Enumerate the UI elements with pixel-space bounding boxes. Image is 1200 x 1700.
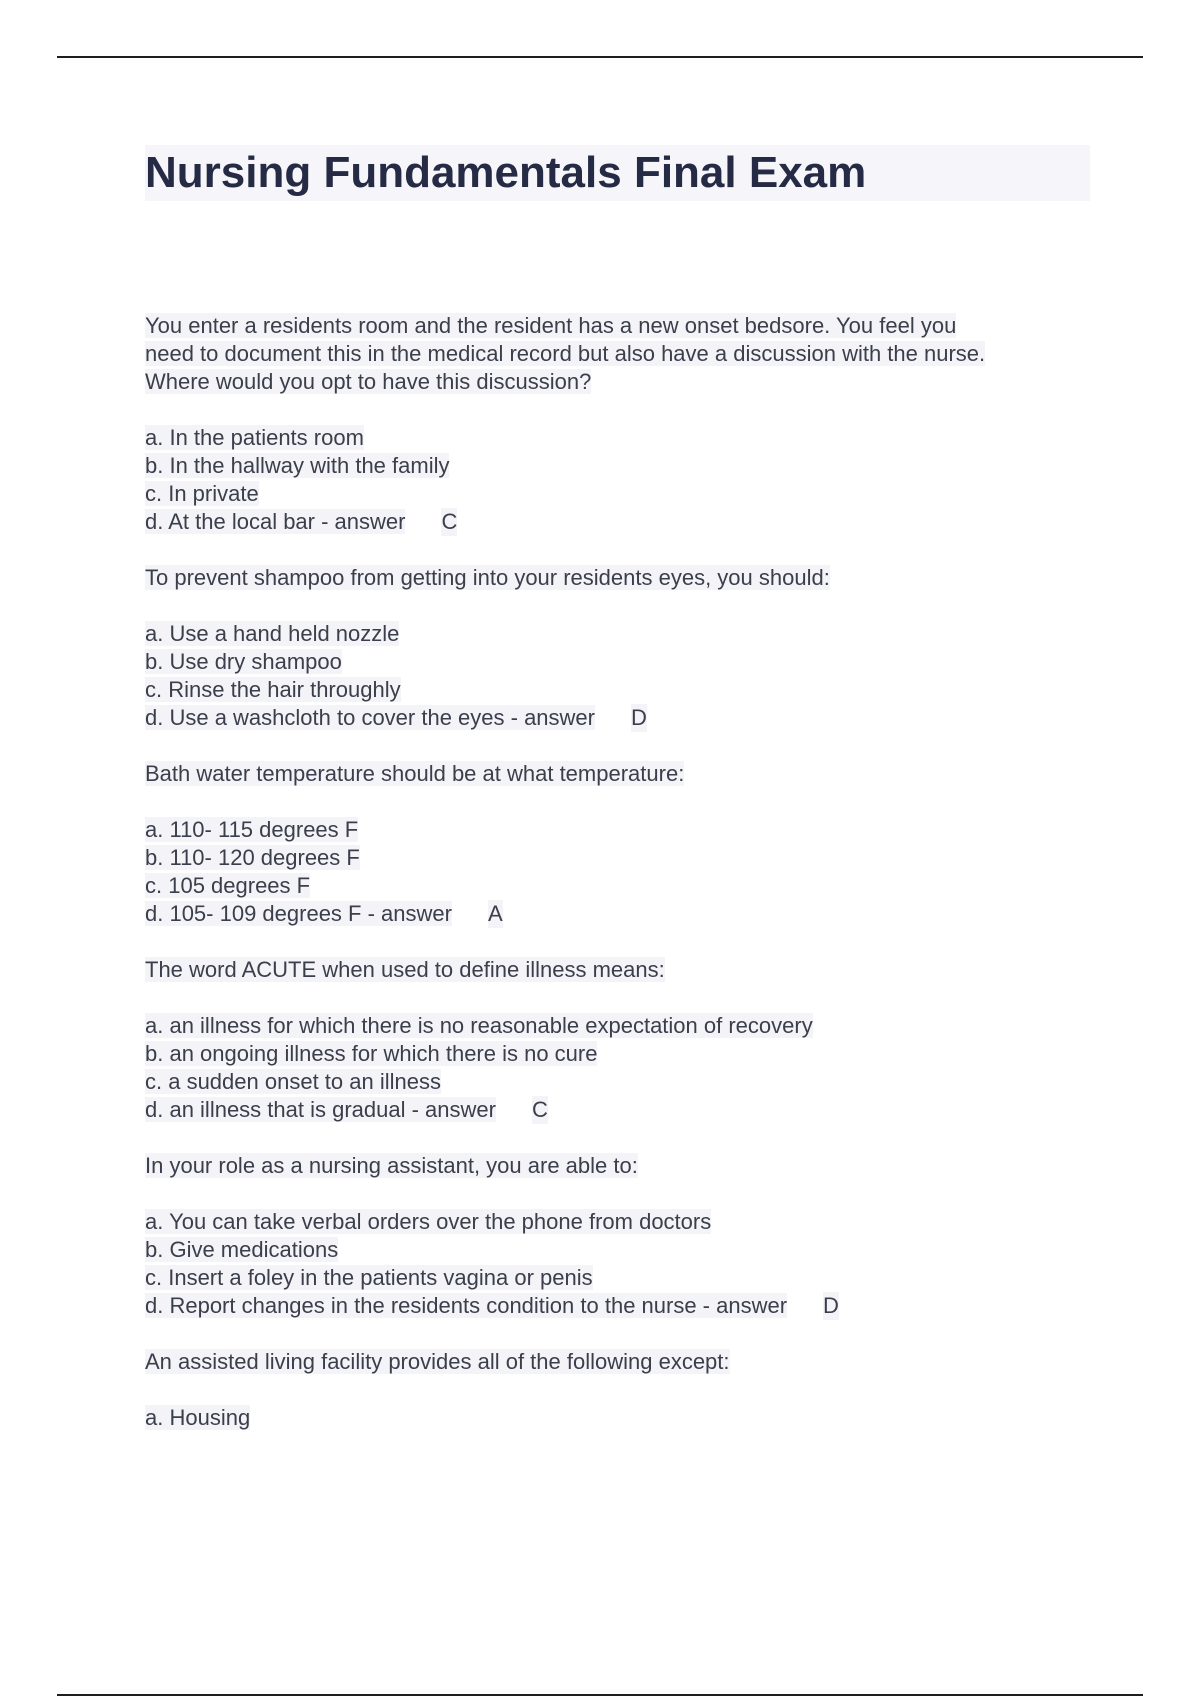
question-block (145, 760, 1085, 928)
question-text (145, 760, 1085, 788)
option-item: c. Insert a foley in the patients vagina or penis (145, 1265, 593, 1290)
options-list (145, 816, 1085, 928)
option-item: a. an illness for which there is no reasonable expectation of recovery (145, 1013, 813, 1038)
top-rule (57, 56, 1143, 58)
option-item: d. Report changes in the residents condition to the nurse - answer D (145, 1293, 839, 1318)
question-block (145, 564, 1085, 732)
question-line: To prevent shampoo from getting into your residents eyes, you should: (145, 565, 830, 590)
question-block (145, 312, 1085, 536)
option-item: c. 105 degrees F (145, 873, 311, 898)
options-list (145, 1012, 1085, 1124)
answer-letter: C (441, 509, 458, 534)
answer-letter: D (823, 1293, 839, 1318)
options-list (145, 1208, 1085, 1320)
question-line: Where would you opt to have this discussion? (145, 369, 592, 394)
option-item: d. 105- 109 degrees F - answer A (145, 901, 503, 926)
question-line: In your role as a nursing assistant, you are able to: (145, 1153, 638, 1178)
question-block (145, 956, 1085, 1124)
option-item: b. Give medications (145, 1237, 339, 1262)
question-block (145, 1152, 1085, 1320)
answer-letter: C (531, 1097, 548, 1122)
question-text (145, 564, 1085, 592)
question-text (145, 1348, 1085, 1376)
option-item: d. Use a washcloth to cover the eyes - answer D (145, 705, 647, 730)
question-line: Bath water temperature should be at what temperature: (145, 761, 685, 786)
option-item: a. In the patients room (145, 425, 364, 450)
question-text (145, 312, 1085, 396)
option-item: b. 110- 120 degrees F (145, 845, 360, 870)
option-item: a. 110- 115 degrees F (145, 817, 359, 842)
option-item: c. a sudden onset to an illness (145, 1069, 441, 1094)
answer-letter: D (631, 705, 647, 730)
question-text (145, 1152, 1085, 1180)
question-text (145, 956, 1085, 984)
page-title: Nursing Fundamentals Final Exam (145, 148, 867, 197)
answer-letter: A (487, 901, 503, 926)
option-item: a. You can take verbal orders over the phone from doctors (145, 1209, 712, 1234)
question-line: You enter a residents room and the resident has a new onset bedsore. You feel you (145, 313, 957, 338)
option-item: a. Use a hand held nozzle (145, 621, 400, 646)
question-block (145, 1348, 1085, 1432)
option-item: c. Rinse the hair throughly (145, 677, 401, 702)
question-line: An assisted living facility provides all of the following except: (145, 1349, 730, 1374)
question-line: The word ACUTE when used to define illness means: (145, 957, 665, 982)
options-list (145, 1404, 1085, 1432)
options-list (145, 620, 1085, 732)
bottom-rule (57, 1694, 1143, 1696)
option-item: b. an ongoing illness for which there is no cure (145, 1041, 598, 1066)
option-item: b. In the hallway with the family (145, 453, 450, 478)
question-line: need to document this in the medical record but also have a discussion with the nurse. (145, 341, 986, 366)
options-list (145, 424, 1085, 536)
option-item: a. Housing (145, 1405, 251, 1430)
exam-content (145, 312, 1085, 1460)
option-item: c. In private (145, 481, 259, 506)
option-item: d. At the local bar - answer C (145, 509, 458, 534)
option-item: b. Use dry shampoo (145, 649, 342, 674)
option-item: d. an illness that is gradual - answer C (145, 1097, 548, 1122)
